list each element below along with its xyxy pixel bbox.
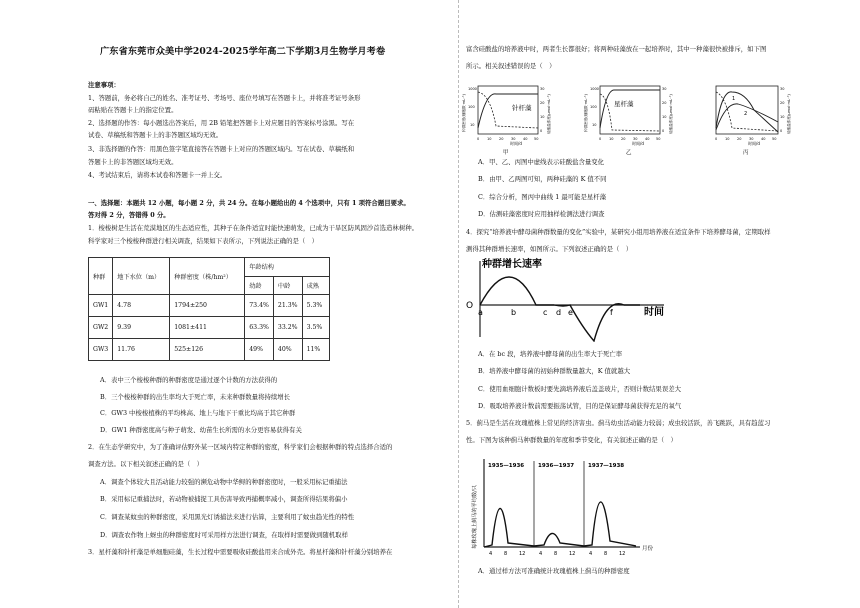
- y-axis-label: 种群密度(细胞数·mL⁻¹): [462, 94, 466, 132]
- q3-option: A．甲、乙、丙图中虚线表示硅酸盐含量变化: [478, 158, 605, 166]
- tick-label: 12: [519, 551, 526, 557]
- point-label: b: [511, 308, 517, 317]
- q1-stem: 科学家对三个梭梭种群进行相关调查，结果如下表所示，下列说法正确的是（ ）: [88, 237, 319, 245]
- th-population: 种群: [89, 258, 113, 295]
- tick-label: 20: [540, 101, 545, 105]
- y-axis-label: 种群增长速率: [482, 259, 542, 270]
- q3-option: B．由甲、乙两图可知，两种硅藻的 K 值不同: [478, 175, 607, 183]
- tick-label: 20: [780, 101, 785, 105]
- fold-line: [458, 0, 459, 608]
- notice-heading: 注意事项：: [88, 81, 120, 89]
- panel-yi: [583, 86, 673, 156]
- year-label: 1936—1937: [538, 463, 575, 469]
- q2-stem: 2．在生态学研究中，为了准确评估野外某一区域内特定种群的密度，科学家们会根据种群的特点选择合适的: [88, 443, 393, 451]
- tick-label: 0: [662, 129, 665, 133]
- tick-label: 8: [604, 551, 608, 557]
- point-label: d: [556, 308, 562, 317]
- year-label: 1937—1938: [588, 463, 625, 469]
- tick-label: 20: [662, 101, 667, 105]
- tick-label: 0: [540, 129, 543, 133]
- notice-line: 3、非选择题的作答：用黑色签字笔直接答在答题卡上对应的答题区域内。写在试卷、草稿纸和: [88, 145, 355, 153]
- table-cell: 9.39: [113, 317, 170, 339]
- q5-thrips-graph: [464, 453, 704, 563]
- table-cell: 49%: [245, 339, 274, 361]
- tick-label: 30: [749, 137, 754, 141]
- section-heading: 一、选择题：本题共 12 小题，每小题 2 分，共 24 分。在每小题给出的 4 个选项中，只有 1 项符合题目要求。: [88, 199, 410, 207]
- th-age-structure: 年龄结构: [245, 258, 329, 277]
- panel-jia: [461, 86, 551, 156]
- tick-label: 40: [645, 137, 650, 141]
- q4-option: B．培养液中酵母菌的初始种群数量越大，K 值就越大: [478, 367, 631, 375]
- tick-label: 8: [554, 551, 558, 557]
- tick-label: 30: [662, 87, 667, 91]
- q1-stem: 1．梭梭树是生活在荒漠地区的生态适应性，其种子在条件适宜时能快速萌发，已成为干旱区防风固沙首选造林树种。: [88, 224, 418, 232]
- tick-label: 10: [540, 115, 545, 119]
- table-cell: 40%: [273, 339, 302, 361]
- tick-label: 10: [487, 137, 492, 141]
- point-label: e: [568, 308, 573, 317]
- tick-label: 50: [656, 137, 661, 141]
- tick-label: 10: [592, 123, 597, 127]
- species-label: 针杆藻: [512, 104, 532, 112]
- tick-label: 30: [633, 137, 638, 141]
- panel-bing: [715, 86, 791, 156]
- x-axis-label: 时间/d: [510, 141, 522, 146]
- origin-label: O: [466, 301, 474, 311]
- thrips-curve: [484, 502, 636, 547]
- tick-label: 1000: [468, 87, 477, 91]
- table-cell: 63.3%: [245, 317, 274, 339]
- tick-label: 1000: [590, 87, 599, 91]
- table-cell: 3.5%: [302, 317, 329, 339]
- tick-label: 10: [470, 123, 475, 127]
- species-label: 星杆藻: [614, 100, 634, 108]
- x-axis-label: 时间: [644, 307, 664, 318]
- tick-label: 100: [468, 105, 475, 109]
- table-cell: 5.3%: [302, 295, 329, 317]
- tick-label: 4: [589, 551, 593, 557]
- section-heading: 答对得 2 分，答错得 0 分。: [88, 211, 170, 219]
- tick-label: 8: [504, 551, 508, 557]
- tick-label: 10: [662, 115, 667, 119]
- tick-label: 4: [489, 551, 493, 557]
- table-cell: GW1: [89, 295, 113, 317]
- table-cell: 11%: [302, 339, 329, 361]
- notice-line: 答题卡上的非答题区域均无效。: [88, 158, 178, 166]
- tick-label: 0: [477, 137, 480, 141]
- q2-option: A．调查个体较大且活动能力较强的濒危动物中华鲟的种群密度时，一般采用标记重捕法: [100, 478, 348, 486]
- curve-label: 1: [732, 96, 736, 102]
- panel-label: 丙: [743, 150, 749, 156]
- table-cell: 525±126: [170, 339, 245, 361]
- q2-stem: 调查方法。以下相关叙述正确的是（ ）: [88, 460, 204, 468]
- notice-line: 1、答题前，务必将自己的姓名、准考证号、考场号、座位号填写在答题卡上，并将准考证号条形: [88, 94, 361, 102]
- tick-label: 0: [715, 137, 718, 141]
- x-axis-label: 时间/d: [748, 141, 760, 146]
- tick-label: 0: [599, 137, 602, 141]
- table-cell: 1081±411: [170, 317, 245, 339]
- y-axis-label: 种群密度(细胞数·mL⁻¹): [584, 94, 588, 132]
- tick-label: 30: [780, 87, 785, 91]
- q2-option: C．调查某蚊虫的种群密度，采用黑光灯诱捕法来进行估算，主要利用了蚊虫趋光性的特性: [100, 513, 355, 521]
- q3-option: D．估测硅藻密度时应用抽样检测法进行调查: [478, 210, 605, 218]
- panel-frame: [716, 86, 778, 134]
- curve-label: 2: [744, 111, 748, 117]
- q3-stem: 所示。相关叙述错误的是（ ）: [466, 62, 556, 70]
- table-cell: 73.4%: [245, 295, 274, 317]
- y2-axis-label: 硅酸盐浓度(μmol·mL⁻¹): [787, 94, 791, 134]
- tick-label: 50: [534, 137, 539, 141]
- notice-line: 码粘贴在答题卡上的指定位置。: [88, 106, 178, 114]
- q5-stem: 性。下图为该种蓟马种群数量的年度和季节变化，有关叙述正确的是（ ）: [466, 436, 677, 444]
- table-cell: 1794±250: [170, 295, 245, 317]
- panel-label: 甲: [503, 150, 509, 156]
- q5-stem: 5．蓟马是生活在玫瑰植株上常见的经济害虫。蓟马幼虫活动能力较弱；成虫较活跃，善飞跳跃，具有趋蓝习: [466, 419, 771, 427]
- table-row: [89, 317, 330, 339]
- th-groundwater: 地下水位（m）: [113, 258, 170, 295]
- q3-stem: 3．星杆藻和针杆藻是单细胞硅藻，生长过程中需要吸收硅酸盐用来合成外壳。将星杆藻和针杆藻分别培养在: [88, 548, 393, 556]
- point-label: a: [478, 308, 483, 317]
- tick-label: 10: [725, 137, 730, 141]
- notice-line: 试卷、草稿纸和答题卡上的非答题区域均无效。: [88, 131, 223, 139]
- table-cell: GW3: [89, 339, 113, 361]
- q4-option: A．在 bc 段，培养液中酵母菌的出生率大于死亡率: [478, 350, 623, 358]
- exam-title: 广东省东莞市众美中学2024-2025学年高二下学期3月生物学月考卷: [100, 46, 386, 57]
- q1-option: C．GW3 中梭梭植株的平均株高、地上与地下干重比均高于其它种群: [100, 409, 296, 417]
- tick-label: 12: [619, 551, 626, 557]
- tick-label: 40: [523, 137, 528, 141]
- panel-label: 乙: [626, 150, 632, 156]
- tick-label: 30: [540, 87, 545, 91]
- tick-label: 20: [737, 137, 742, 141]
- tick-label: 20: [621, 137, 626, 141]
- tick-label: 100: [590, 105, 597, 109]
- table-cell: 33.2%: [273, 317, 302, 339]
- q3-option: C．综合分析，图丙中曲线 1 最可能是星杆藻: [478, 193, 607, 201]
- th-middle: 中龄: [273, 276, 302, 295]
- q1-option: D．GW1 种群密度高与种子萌发、幼苗生长所需的水分更容易获得有关: [100, 426, 302, 434]
- tick-label: 10: [780, 115, 785, 119]
- tick-label: 40: [761, 137, 766, 141]
- notice-line: 4、考试结束后，请将本试卷和答题卡一并上交。: [88, 171, 227, 179]
- th-young: 幼龄: [245, 276, 274, 295]
- table-cell: 11.76: [113, 339, 170, 361]
- q3-stem: 富含硅酸盐的培养液中时，两者生长都很好；将两种硅藻放在一起培养时，其中一种藻很快被排斥，如下图: [466, 45, 767, 53]
- table-cell: GW2: [89, 317, 113, 339]
- population-table: [88, 257, 330, 361]
- q4-stem: 4．探究“培养液中酵母菌种群数量的变化”实验中，某研究小组用培养液在适宜条件下培养酵母菌，定期取样: [466, 228, 771, 236]
- y-axis-label: 每株玫瑰上蓟马的平均数/只: [472, 485, 478, 549]
- q4-option: D．吸取培养液计数前需要振荡试管，目的是保证酵母菌获得充足的氧气: [478, 402, 682, 410]
- table-row: [89, 339, 330, 361]
- q2-option: D．调查农作物上蚜虫的种群密度时可采用样方法进行调查，在取样时需要做到随机取样: [100, 531, 348, 539]
- q3-figure: [460, 80, 840, 156]
- tick-label: 50: [772, 137, 777, 141]
- q4-growth-rate-graph: [464, 257, 714, 342]
- tick-label: 20: [499, 137, 504, 141]
- q2-option: B．采用标记重捕法时，若动物被捕捉工具伤害导致再捕概率减小，调查所得结果将偏小: [100, 495, 348, 503]
- year-label: 1935—1936: [488, 463, 525, 469]
- th-mature: 成熟: [302, 276, 329, 295]
- point-label: c: [543, 308, 548, 317]
- q4-option: C．使用血细胞计数板时要先滴培养液后盖盖玻片，否则计数结果误差大: [478, 385, 681, 393]
- q4-stem: 测得其种群增长速率，如图所示。下列叙述正确的是（ ）: [466, 245, 633, 253]
- point-label: f: [610, 308, 613, 317]
- q1-option: A．表中三个梭梭种群的种群密度是通过逐个计数的方法获得的: [100, 376, 278, 384]
- q1-option: B．三个梭梭种群的出生率均大于死亡率，未来种群数量将持续增长: [100, 393, 291, 401]
- tick-label: 10: [609, 137, 614, 141]
- y2-axis-label: 硅酸盐浓度(μmol·mL⁻¹): [669, 94, 673, 134]
- table-cell: 21.3%: [273, 295, 302, 317]
- table-row: [89, 295, 330, 317]
- tick-label: 30: [511, 137, 516, 141]
- notice-line: 2、选择题的作答：每小题选出答案后，用 2B 铅笔把答题卡上对应题目的答案标号涂黑。写在: [88, 119, 355, 127]
- q5-option: A．通过样方法可准确统计玫瑰植株上蓟马的种群密度: [478, 567, 630, 575]
- tick-label: 4: [539, 551, 543, 557]
- tick-label: 12: [569, 551, 576, 557]
- x-axis-label: 时间/d: [632, 141, 644, 146]
- tick-label: 0: [780, 129, 783, 133]
- th-density: 种群密度（株/hm²）: [170, 258, 245, 295]
- species-curve: [600, 90, 660, 128]
- x-axis-label: 月份: [642, 546, 654, 552]
- y2-axis-label: 硅酸盐浓度(μmol·mL⁻¹): [547, 94, 551, 134]
- table-cell: 4.78: [113, 295, 170, 317]
